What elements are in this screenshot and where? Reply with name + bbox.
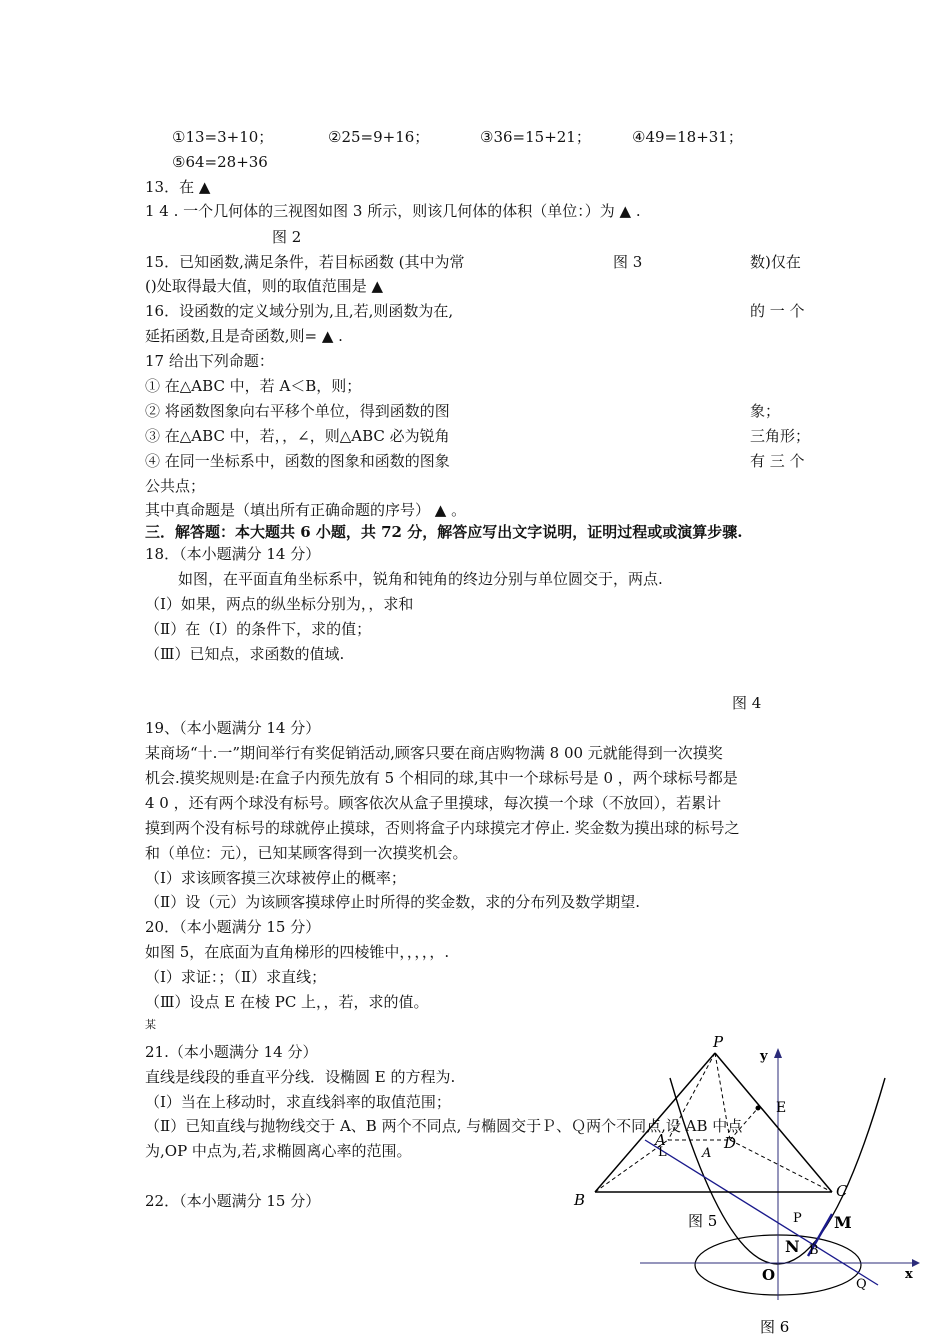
question-22: 22．（本小题满分 15 分） [145,1192,321,1210]
edge-pb [595,1053,715,1192]
label-a-parabola: A [702,1146,712,1161]
list-item-2: ②25=9+16； [328,128,430,146]
label-q: Q [856,1277,867,1292]
label-n: N [785,1237,800,1256]
question-15-line-2: ()处取得最大值，则的取值范围是 ▲ [145,277,384,295]
question-13: 13．在 ▲ [145,178,211,196]
question-17-item-3-tail: 三角形； [750,427,811,445]
question-21-part-1: （Ⅰ）当在上移动时，求直线斜率的取值范围； [145,1093,451,1111]
question-19-part-2: （Ⅱ）设（元）为该顾客摸球停止时所得的奖金数，求的分布列及数学期望. [145,893,640,911]
label-x: x [905,1267,913,1282]
list-item-3: ③36=15+21； [480,128,591,146]
question-19-line-1: 某商场“十.一”期间举行有奖促销活动,顾客只要在商店购物满 8 00 元就能得到一次摸奖 [145,744,723,762]
label-p-ellipse: P [793,1211,802,1226]
figure-2-caption: 图 2 [272,228,302,246]
question-19: 19、（本小题满分 14 分） [145,719,321,737]
edge-dc [730,1140,832,1192]
label-y: y [760,1049,768,1064]
list-item-5: ⑤64=28+36 [172,153,268,171]
question-19-line-2: 机会.摸奖规则是:在盒子内预先放有 5 个相同的球,其中一个球标号是 0 ，两个球标号都是 [145,769,738,787]
question-18-part-3: （Ⅲ）已知点，求函数的值域. [145,645,345,663]
question-15-line-1: 15．已知函数,满足条件，若目标函数 (其中为常 [145,253,465,271]
question-20-part-3: （Ⅲ）设点 E 在棱 PC 上，，若，求的值。 [145,993,429,1011]
label-b-parabola: B [809,1243,819,1258]
figure-4-caption: 图 4 [732,694,762,712]
question-20: 20．（本小题满分 15 分） [145,918,321,936]
list-item-1: ①13=3+10； [172,128,274,146]
question-21-stem: 直线是线段的垂直平分线．设椭圆 E 的方程为. [145,1068,456,1086]
label-c: C [836,1182,848,1200]
stray-character: 某 [145,1018,156,1031]
question-20-part-1-2: （Ⅰ）求证：；（Ⅱ）求直线； [145,968,327,986]
label-m: M [834,1213,852,1232]
question-15-tail: 数)仅在 [750,253,801,271]
label-e: E [776,1100,787,1116]
question-17-item-4-tail: 有 三 个 [750,452,805,470]
question-16-line-1: 16．设函数的定义域分别为,且,若,则函数为在, [145,302,454,320]
label-o: O [762,1266,776,1284]
question-19-line-3: 4 0 ，还有两个球没有标号。顾客依次从盒子里摸球，每次摸一个球（不放回），若累计 [145,794,722,812]
question-21: 21.（本小题满分 14 分） [145,1043,318,1061]
question-18-part-2: （Ⅱ）在（Ⅰ）的条件下，求的值； [145,620,372,638]
edge-pc [715,1053,832,1192]
question-18-part-1: （Ⅰ）如果，两点的纵坐标分别为，，求和 [145,595,414,613]
y-axis-arrow-icon [774,1048,782,1058]
label-l: L [658,1145,667,1160]
question-19-line-4: 摸到两个没有标号的球就停止摸球，否则将盒子内球摸完才停止. 奖金数为摸出球的标号之 [145,819,740,837]
figure-3-caption: 图 3 [613,253,643,271]
label-a: A [655,1131,666,1149]
figure-5-caption: 图 5 [688,1212,718,1230]
question-17-item-1: ① 在△ABC 中，若 A＜B，则； [145,377,362,395]
label-p: P [713,1033,724,1051]
x-axis-arrow-icon [912,1259,920,1267]
question-17-item-2: ② 将函数图象向右平移个单位，得到函数的图 [145,402,450,420]
point-e [756,1106,761,1111]
question-19-line-5: 和（单位：元），已知某顾客得到一次摸奖机会。 [145,844,468,862]
question-20-stem: 如图 5，在底面为直角梯形的四棱锥中，，，，，. [145,943,450,961]
label-b: B [574,1191,586,1209]
question-17: 17 给出下列命题： [145,352,274,370]
list-item-4: ④49=18+31； [632,128,743,146]
question-17-item-2-tail: 象； [750,402,781,420]
question-21-part-2-cont: 为,OP 中点为,若,求椭圆离心率的范围。 [145,1142,412,1160]
question-18: 18．（本小题满分 14 分） [145,545,321,563]
label-d: D [724,1134,737,1152]
figure-6-caption: 图 6 [760,1318,790,1336]
question-16-line-2: 延拓函数,且是奇函数,则= ▲ . [145,327,343,345]
question-16-tail: 的 一 个 [750,302,805,320]
question-17-item-4-cont: 公共点； [145,477,206,495]
question-17-end: 其中真命题是（填出所有正确命题的序号） ▲ 。 [145,501,467,519]
question-21-part-2: （Ⅱ）已知直线与抛物线交于 A、B 两个不同点, 与椭圆交于Ｐ、Ｑ两个不同点,设 AB 中点 [145,1117,743,1135]
section-3-heading: 三．解答题：本大题共 6 小题，共 72 分，解答应写出文字说明，证明过程或或演算步骤. [145,523,743,541]
question-17-item-4: ④ 在同一坐标系中，函数的图象和函数的图象 [145,452,450,470]
question-17-item-3: ③ 在△ABC 中，若，，∠，则△ABC 必为锐角 [145,427,450,445]
question-18-stem: 如图，在平面直角坐标系中，锐角和钝角的终边分别与单位圆交于，两点. [178,570,663,588]
question-19-part-1: （Ⅰ）求该顾客摸三次球被停止的概率； [145,869,406,887]
question-14: 1 4 . 一个几何体的三视图如图 3 所示，则该几何体的体积（单位：）为 ▲ . [145,202,641,220]
edge-pd [715,1053,730,1140]
